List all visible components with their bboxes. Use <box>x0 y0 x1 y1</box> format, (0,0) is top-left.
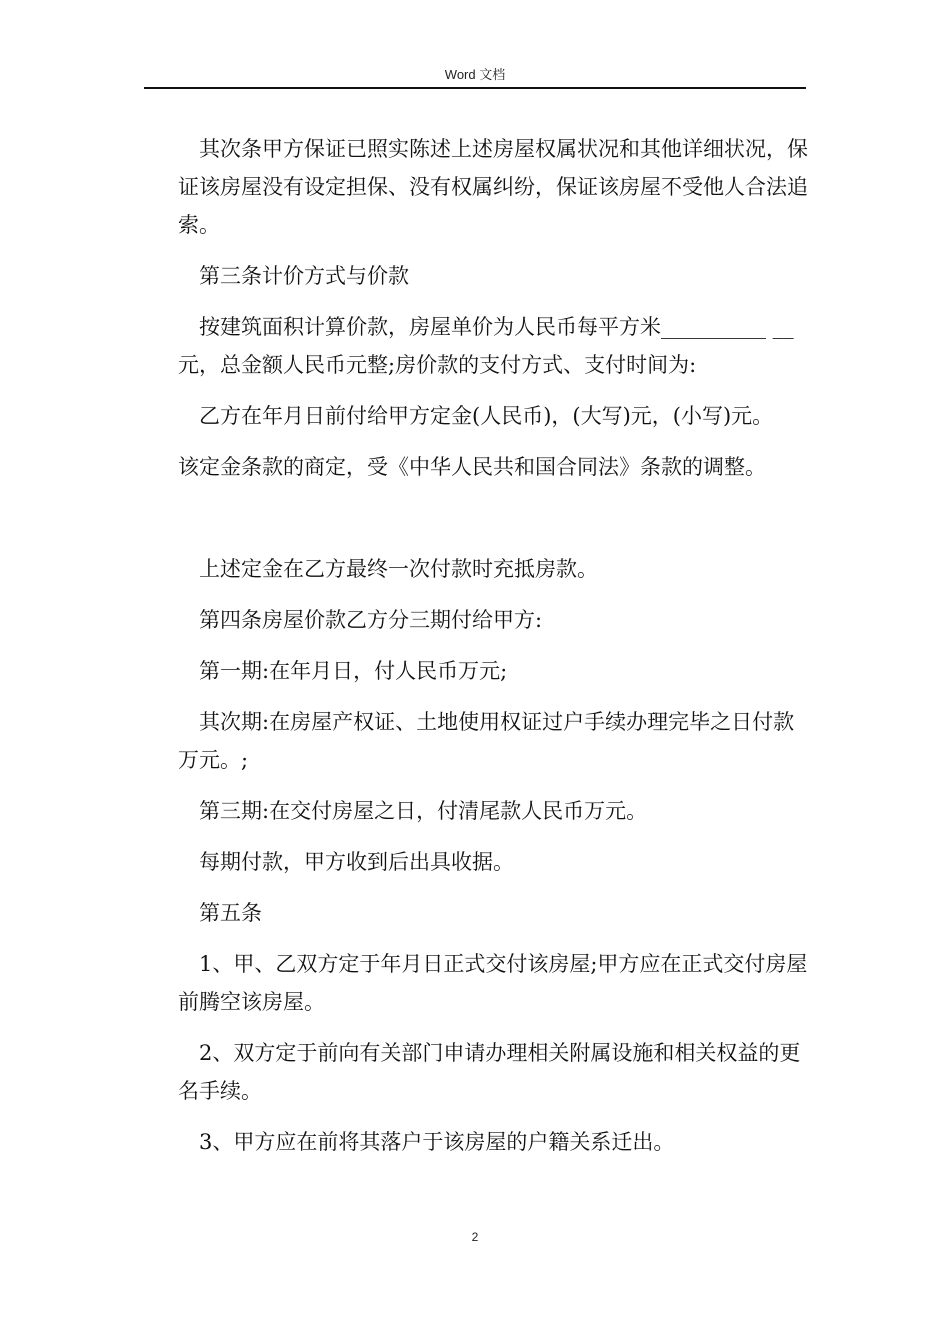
paragraph-receipt: 每期付款，甲方收到后出具收据。 <box>199 850 514 874</box>
blank-line <box>178 499 808 537</box>
paragraph-guarantee: 其次条甲方保证已照实陈述上述房屋权属状况和其他详细状况，保证该房屋没有设定担保、没有权属纠纷，保证该房屋不受他人合法追索。 <box>178 137 808 237</box>
paragraph-deposit-offset: 上述定金在乙方最终一次付款时充抵房款。 <box>199 557 598 581</box>
paragraph-article-5-item-3: 3、甲方应在前将其落户于该房屋的户籍关系迁出。 <box>199 1130 675 1154</box>
paragraph-deposit: 乙方在年月日前付给甲方定金(人民币)，(大写)元，(小写)元。 <box>199 404 774 428</box>
document-body <box>178 130 808 1174</box>
paragraph-price-terms: 按建筑面积计算价款，房屋单价为人民币每平方米__________ __元，总金额人民币元整;房价款的支付方式、支付时间为: <box>178 315 794 377</box>
header-divider <box>144 87 806 89</box>
paragraph-article-5-item-2: 2、双方定于前向有关部门申请办理相关附属设施和相关权益的更名手续。 <box>178 1041 801 1103</box>
paragraph-deposit-law: 该定金条款的商定，受《中华人民共和国合同法》条款的调整。 <box>178 455 766 479</box>
page-header: Word 文档 <box>444 67 506 82</box>
paragraph-article-4-title: 第四条房屋价款乙方分三期付给甲方: <box>199 608 543 632</box>
paragraph-installment-3: 第三期:在交付房屋之日，付清尾款人民币万元。 <box>199 799 648 823</box>
page-number: 2 <box>471 1230 479 1244</box>
paragraph-article-5-item-1: 1、甲、乙双方定于年月日正式交付该房屋;甲方应在正式交付房屋前腾空该房屋。 <box>178 952 808 1014</box>
paragraph-installment-2: 其次期:在房屋产权证、土地使用权证过户手续办理完毕之日付款万元。; <box>178 710 795 772</box>
paragraph-article-5-title: 第五条 <box>199 901 262 925</box>
paragraph-article-3-title: 第三条计价方式与价款 <box>199 264 409 288</box>
paragraph-installment-1: 第一期:在年月日，付人民币万元; <box>199 659 508 683</box>
